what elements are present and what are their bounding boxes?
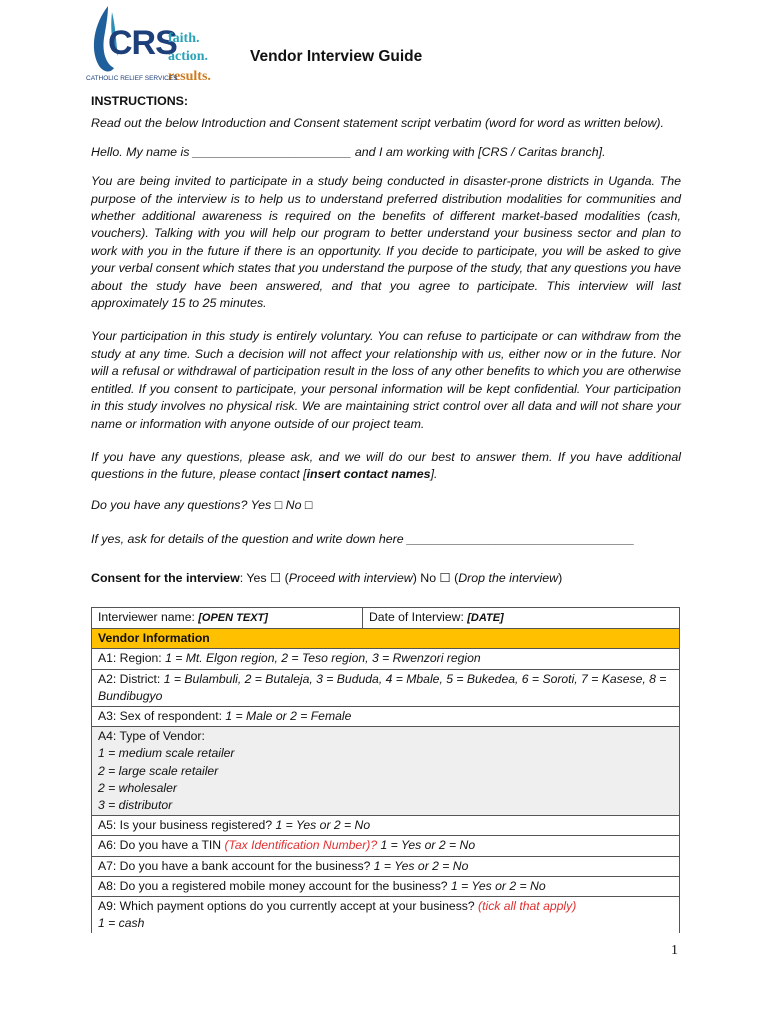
a3-options: 1 = Male or 2 = Female <box>225 709 352 724</box>
a5-options: 1 = Yes or 2 = No <box>275 818 371 833</box>
instructions-heading: INSTRUCTIONS: <box>91 94 189 108</box>
consent-drop-text: Drop the interview <box>458 570 559 585</box>
page-title: Vendor Interview Guide <box>250 48 423 65</box>
question-a9 <box>92 897 680 934</box>
a6-label: A6: Do you have a TIN <box>98 838 225 853</box>
table-row <box>92 669 680 706</box>
question-a6 <box>92 836 680 856</box>
crs-logo <box>86 2 216 86</box>
a7-label: A7: Do you have a bank account for the business? <box>98 858 374 873</box>
logo-tagline-2: action. <box>168 49 209 64</box>
a7-options: 1 = Yes or 2 = No <box>373 858 469 873</box>
table-row <box>92 727 680 816</box>
a9-label: A9: Which payment options do you currently accept at your business? <box>98 899 479 914</box>
purpose-paragraph: You are being invited to participate in a study being conducted in disaster-prone districts in Uganda. The purpose of the interview is to help us to understand preferred distribution modalities for communities and whether additional awareness is required on the benefits of different market-based modalities (cash, vouchers). Talking with you will help our program to better understand your business sector and plan to work with you in the future if there is an opportunity. If you decide to participate, you will be asked to give your verbal consent which states that you understand the purpose of the study, that any questions you have about the study have been answered, and that you agree to participate. This interview will last approximately 15 to 25 minutes. <box>91 174 681 311</box>
a3-label: A3: Sex of respondent: <box>98 709 226 724</box>
table-row <box>92 856 680 876</box>
hello-text: Hello. My name is _______________________ and I am working with [CRS / Caritas branch]. <box>91 144 606 159</box>
question-a3 <box>92 707 680 727</box>
question-a8 <box>92 876 680 896</box>
consent-proceed-text: Proceed with interview <box>288 570 413 585</box>
section-header-row <box>92 629 680 649</box>
table-row <box>92 649 680 669</box>
interviewer-value: [OPEN TEXT] <box>198 612 268 624</box>
date-value: [DATE] <box>467 612 504 624</box>
question-a5 <box>92 816 680 836</box>
a5-label: A5: Is your business registered? <box>98 818 276 833</box>
a4-label: A4: Type of Vendor: <box>98 729 205 744</box>
consent-no-option: ) No ☐ ( <box>412 570 459 585</box>
vendor-info-table <box>91 607 680 933</box>
a2-label: A2: District: <box>98 671 164 686</box>
table-row <box>92 816 680 836</box>
questions-paragraph-end: ]. <box>430 467 438 482</box>
a4-option: 3 = distributor <box>98 798 173 813</box>
question-a1 <box>92 649 680 669</box>
logo-text: CRS <box>108 24 177 62</box>
any-questions-line: Do you have any questions? Yes □ No □ <box>91 497 313 512</box>
table-row <box>92 897 680 934</box>
a8-label: A8: Do you a registered mobile money account for the business? <box>98 878 451 893</box>
questions-paragraph <box>91 449 681 484</box>
logo-org: CATHOLIC RELIEF SERVICES <box>86 75 178 82</box>
a4-option: 1 = medium scale retailer <box>98 746 235 761</box>
details-line: If yes, ask for details of the question and write down here _________________________________ <box>91 532 635 547</box>
questions-paragraph-start: If you have any questions, please ask, and we will do our best to answer them. If you have additional questions in the future, please contact [ <box>91 449 681 482</box>
consent-close-paren: ) <box>558 570 563 585</box>
interviewer-label: Interviewer name: <box>98 610 199 624</box>
date-cell <box>363 608 680 629</box>
table-row <box>92 836 680 856</box>
a6-note: (Tax Identification Number)? <box>224 838 378 853</box>
voluntary-paragraph: Your participation in this study is entirely voluntary. You can refuse to participate or can withdraw from the study at any time. Such a decision will not affect your relationship with us, either now or in the future. Nor will a refusal or withdrawal of participation result in the loss of any other benefits to which you are otherwise entitled. If you consent to participate, your personal information will be kept confidential. Your participation in this study involves no physical risk. We are maintaining strict control over all data and will not share your name or information with anyone outside of our project team. <box>91 329 681 431</box>
a4-option: 2 = wholesaler <box>98 780 177 795</box>
date-label: Date of Interview: <box>369 610 468 624</box>
a6-options: 1 = Yes or 2 = No <box>377 838 476 853</box>
a1-options: 1 = Mt. Elgon region, 2 = Teso region, 3 = Rwenzori region <box>165 651 481 666</box>
table-row <box>92 876 680 896</box>
question-a7 <box>92 856 680 876</box>
question-a4 <box>92 727 680 816</box>
consent-line <box>91 570 681 587</box>
section-header: Vendor Information <box>92 629 680 649</box>
table-row <box>92 707 680 727</box>
interviewer-cell <box>92 608 363 629</box>
a4-option: 2 = large scale retailer <box>98 763 219 778</box>
page-number: 1 <box>671 943 678 958</box>
interviewer-row <box>92 608 680 629</box>
question-a2 <box>92 669 680 706</box>
logo-tagline-3: results. <box>168 69 211 84</box>
logo-tagline-1: faith. <box>168 31 200 46</box>
consent-yes-option: : Yes ☐ ( <box>239 570 289 585</box>
a8-options: 1 = Yes or 2 = No <box>450 878 546 893</box>
a2-options: 1 = Bulambuli, 2 = Butaleja, 3 = Bududa, 4 = Mbale, 5 = Bukedea, 6 = Soroti, 7 = Kasese, 8 = Bundibugyo <box>98 671 667 703</box>
consent-label: Consent for the interview <box>91 570 240 585</box>
a1-label: A1: Region: <box>98 651 166 666</box>
intro-section <box>91 93 681 587</box>
contact-names-placeholder: insert contact names <box>306 467 431 482</box>
instructions-text: Read out the below Introduction and Consent statement script verbatim (word for word as written below). <box>91 116 665 131</box>
a9-option: 1 = cash <box>98 916 145 931</box>
a9-note: (tick all that apply) <box>478 899 577 914</box>
